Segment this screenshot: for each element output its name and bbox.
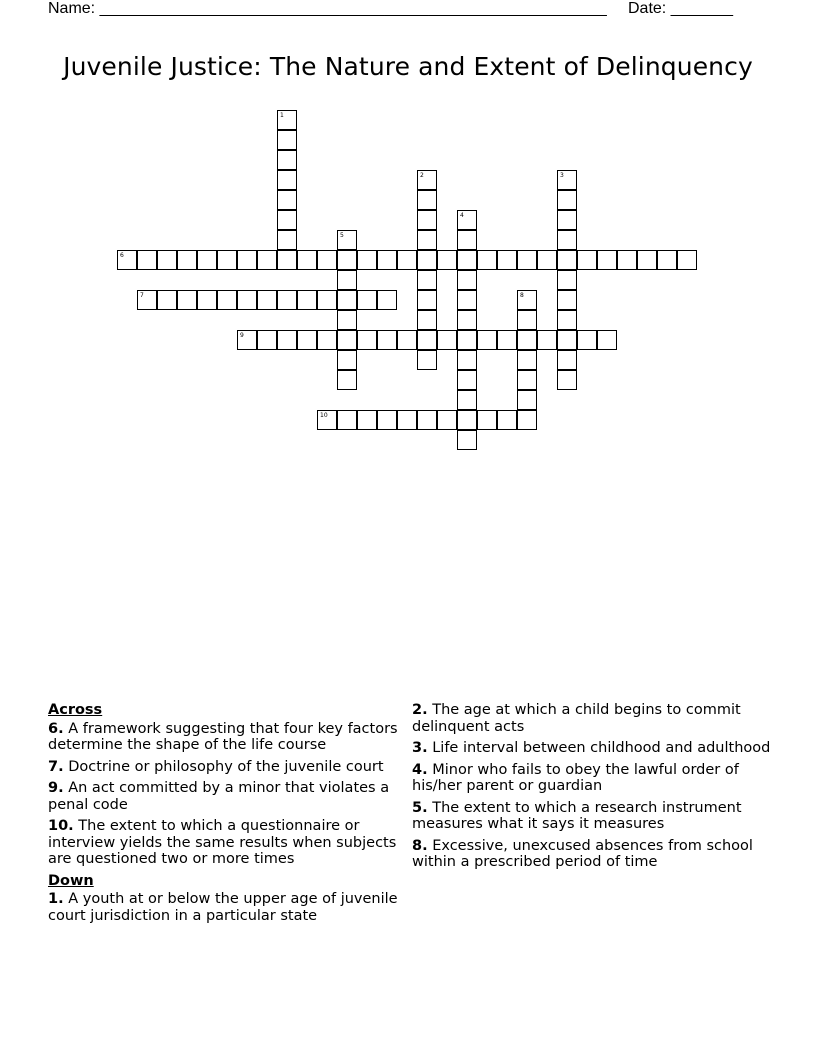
grid-cell[interactable] (257, 290, 277, 310)
grid-cell[interactable] (457, 250, 477, 270)
clues-column-left (48, 702, 410, 929)
cell-number: 7 (140, 292, 144, 299)
grid-cell[interactable] (357, 410, 377, 430)
cell-number: 2 (420, 172, 424, 179)
grid-cell[interactable] (277, 330, 297, 350)
clue-text: A framework suggesting that four key factors determine the shape of the life course (48, 720, 398, 753)
name-field[interactable]: Name: _________________________________________________________ (48, 0, 607, 17)
grid-cell[interactable] (437, 250, 457, 270)
clue-across-10 (48, 818, 410, 868)
clue-number: 7. (48, 758, 64, 775)
grid-cell[interactable] (217, 250, 237, 270)
grid-cell[interactable] (417, 210, 437, 230)
grid-cell[interactable] (517, 310, 537, 330)
clue-down-3 (412, 740, 772, 757)
grid-cell[interactable] (637, 250, 657, 270)
cell-number: 10 (320, 412, 328, 419)
clue-text: An act committed by a minor that violates a penal code (48, 780, 390, 813)
grid-cell[interactable] (477, 330, 497, 350)
grid-cell[interactable] (517, 250, 537, 270)
grid-cell[interactable] (337, 370, 357, 390)
clue-down-1 (48, 891, 410, 924)
clue-number: 10. (48, 818, 74, 834)
grid-cell[interactable] (457, 210, 477, 230)
grid-cell[interactable] (557, 170, 577, 190)
grid-cell[interactable] (457, 410, 477, 430)
grid-cell[interactable] (357, 290, 377, 310)
clue-down-4 (412, 762, 772, 795)
grid-cell[interactable] (417, 270, 437, 290)
grid-cell[interactable] (497, 250, 517, 270)
clues-column-right (412, 702, 772, 876)
page-title: Juvenile Justice: The Nature and Extent of Delinquency (63, 52, 753, 81)
cell-number: 6 (120, 252, 124, 259)
grid-cell[interactable] (137, 290, 157, 310)
grid-cell[interactable] (277, 190, 297, 210)
grid-cell[interactable] (657, 250, 677, 270)
grid-cell[interactable] (477, 250, 497, 270)
grid-cell[interactable] (277, 170, 297, 190)
grid-cell[interactable] (537, 330, 557, 350)
grid-cell[interactable] (497, 330, 517, 350)
cell-number: 8 (520, 292, 524, 299)
grid-cell[interactable] (397, 330, 417, 350)
grid-cell[interactable] (457, 390, 477, 410)
grid-cell[interactable] (597, 250, 617, 270)
grid-cell[interactable] (417, 230, 437, 250)
grid-cell[interactable] (337, 250, 357, 270)
clue-down-8 (412, 838, 772, 871)
grid-cell[interactable] (597, 330, 617, 350)
grid-cell[interactable] (277, 130, 297, 150)
grid-cell[interactable] (517, 370, 537, 390)
grid-cell[interactable] (557, 370, 577, 390)
clue-number: 1. (48, 891, 64, 907)
grid-cell[interactable] (277, 210, 297, 230)
grid-cell[interactable] (137, 250, 157, 270)
grid-cell[interactable] (557, 210, 577, 230)
grid-cell[interactable] (317, 330, 337, 350)
grid-cell[interactable] (557, 290, 577, 310)
grid-cell[interactable] (457, 290, 477, 310)
grid-cell[interactable] (317, 250, 337, 270)
clue-text: A youth at or below the upper age of juvenile court jurisdiction in a particular state (48, 891, 398, 924)
grid-cell[interactable] (517, 410, 537, 430)
grid-cell[interactable] (157, 250, 177, 270)
clue-text: The extent to which a research instrument measures what it says it measures (412, 799, 742, 832)
cell-number: 1 (280, 112, 284, 119)
grid-cell[interactable] (317, 410, 337, 430)
grid-cell[interactable] (417, 190, 437, 210)
grid-cell[interactable] (277, 230, 297, 250)
clue-number: 5. (412, 799, 428, 816)
grid-cell[interactable] (177, 290, 197, 310)
grid-cell[interactable] (497, 410, 517, 430)
grid-cell[interactable] (277, 250, 297, 270)
across-heading: Across (48, 702, 103, 718)
grid-cell[interactable] (457, 370, 477, 390)
grid-cell[interactable] (557, 270, 577, 290)
clue-text: Doctrine or philosophy of the juvenile court (68, 758, 384, 775)
grid-cell[interactable] (457, 230, 477, 250)
cell-number: 9 (240, 332, 244, 339)
grid-cell[interactable] (117, 250, 137, 270)
grid-cell[interactable] (457, 310, 477, 330)
grid-cell[interactable] (557, 350, 577, 370)
grid-cell[interactable] (477, 410, 497, 430)
clue-text: The age at which a child begins to commit delinquent acts (412, 702, 741, 735)
grid-cell[interactable] (437, 330, 457, 350)
grid-cell[interactable] (457, 270, 477, 290)
date-field[interactable]: Date: _______ (628, 0, 733, 17)
grid-cell[interactable] (357, 250, 377, 270)
grid-cell[interactable] (377, 290, 397, 310)
grid-cell[interactable] (417, 330, 437, 350)
grid-cell[interactable] (557, 250, 577, 270)
clue-number: 3. (412, 740, 428, 756)
grid-cell[interactable] (337, 330, 357, 350)
grid-cell[interactable] (337, 310, 357, 330)
grid-cell[interactable] (197, 290, 217, 310)
grid-cell[interactable] (417, 250, 437, 270)
clue-number: 8. (412, 837, 428, 854)
clue-down-2 (412, 702, 772, 735)
grid-cell[interactable] (397, 250, 417, 270)
grid-cell[interactable] (377, 330, 397, 350)
clue-text: Life interval between childhood and adulthood (432, 740, 771, 756)
clue-number: 9. (48, 780, 64, 796)
grid-cell[interactable] (337, 410, 357, 430)
grid-cell[interactable] (297, 330, 317, 350)
grid-cell[interactable] (557, 190, 577, 210)
grid-cell[interactable] (237, 290, 257, 310)
grid-cell[interactable] (237, 330, 257, 350)
crossword-grid (0, 0, 816, 470)
grid-cell[interactable] (457, 430, 477, 450)
clue-across-6 (48, 721, 410, 754)
grid-cell[interactable] (417, 290, 437, 310)
grid-cell[interactable] (357, 330, 377, 350)
grid-cell[interactable] (537, 250, 557, 270)
grid-cell[interactable] (417, 310, 437, 330)
grid-cell[interactable] (217, 290, 237, 310)
grid-cell[interactable] (517, 350, 537, 370)
grid-cell[interactable] (517, 330, 537, 350)
clue-number: 2. (412, 702, 428, 718)
grid-cell[interactable] (617, 250, 637, 270)
grid-cell[interactable] (257, 250, 277, 270)
grid-cell[interactable] (677, 250, 697, 270)
grid-cell[interactable] (277, 110, 297, 130)
grid-cell[interactable] (157, 290, 177, 310)
grid-cell[interactable] (417, 350, 437, 370)
grid-cell[interactable] (577, 330, 597, 350)
clue-across-9 (48, 780, 410, 813)
grid-cell[interactable] (377, 250, 397, 270)
grid-cell[interactable] (417, 410, 437, 430)
grid-cell[interactable] (517, 290, 537, 310)
cell-number: 5 (340, 232, 344, 239)
clue-text: Excessive, unexcused absences from school within a prescribed period of time (412, 837, 753, 870)
grid-cell[interactable] (417, 170, 437, 190)
grid-cell[interactable] (297, 250, 317, 270)
clue-text: The extent to which a questionnaire or interview yields the same results when subjects are questioned two or more times (48, 818, 397, 867)
grid-cell[interactable] (237, 250, 257, 270)
clue-across-7 (48, 759, 410, 776)
cell-number: 3 (560, 172, 564, 179)
grid-cell[interactable] (577, 250, 597, 270)
cell-number: 4 (460, 212, 464, 219)
grid-cell[interactable] (457, 330, 477, 350)
grid-cell[interactable] (517, 390, 537, 410)
grid-cell[interactable] (337, 270, 357, 290)
grid-cell[interactable] (297, 290, 317, 310)
grid-cell[interactable] (377, 410, 397, 430)
grid-cell[interactable] (337, 230, 357, 250)
down-heading: Down (48, 872, 94, 889)
grid-cell[interactable] (457, 350, 477, 370)
grid-cell[interactable] (557, 230, 577, 250)
clue-number: 6. (48, 720, 64, 737)
clue-text: Minor who fails to obey the lawful order of his/her parent or guardian (412, 761, 739, 794)
grid-cell[interactable] (397, 410, 417, 430)
grid-cell[interactable] (337, 350, 357, 370)
grid-cell[interactable] (277, 150, 297, 170)
grid-cell[interactable] (177, 250, 197, 270)
grid-cell[interactable] (557, 310, 577, 330)
grid-cell[interactable] (317, 290, 337, 310)
grid-cell[interactable] (557, 330, 577, 350)
grid-cell[interactable] (257, 330, 277, 350)
grid-cell[interactable] (437, 410, 457, 430)
clue-number: 4. (412, 761, 428, 778)
clue-down-5 (412, 800, 772, 833)
grid-cell[interactable] (277, 290, 297, 310)
grid-cell[interactable] (337, 290, 357, 310)
grid-cell[interactable] (197, 250, 217, 270)
